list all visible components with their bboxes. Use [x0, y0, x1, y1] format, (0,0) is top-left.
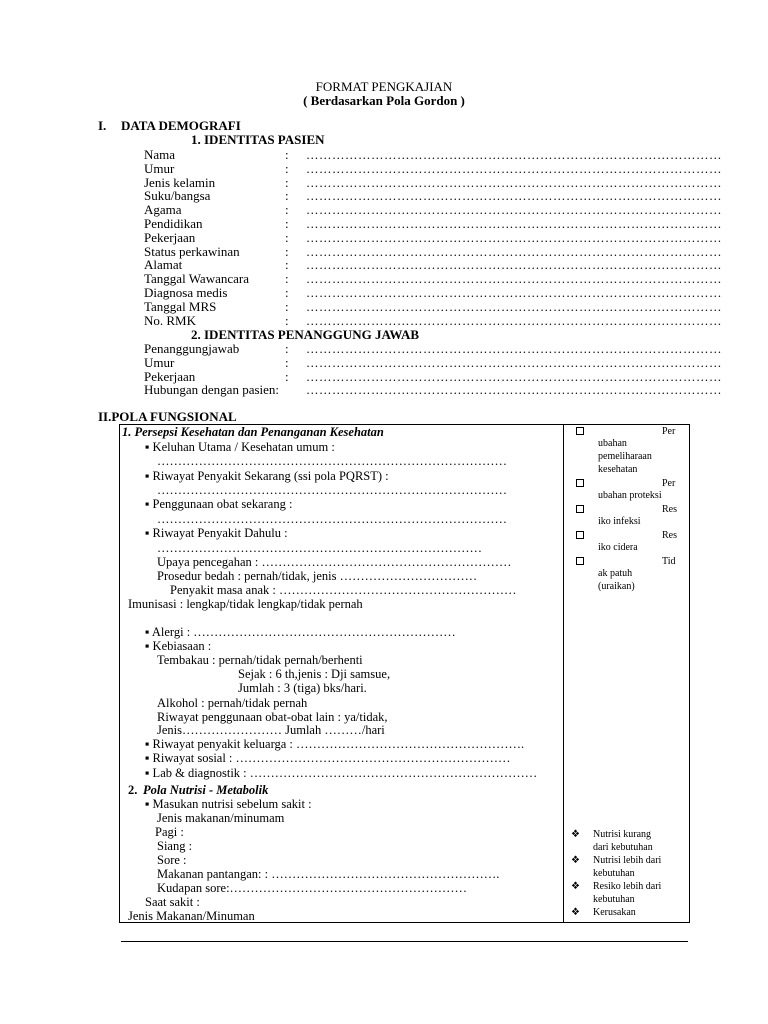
field-dotline: ……………………………………………………………………………………: [306, 148, 722, 162]
guarantor-field-label: Hubungan dengan pasien:: [144, 382, 280, 398]
checklist-item-head: Res: [662, 504, 677, 515]
field-colon: :: [285, 243, 289, 259]
field-label: Status perkawinan: [144, 243, 240, 259]
field-dotline: ……………………………………………………………………………………: [306, 383, 722, 398]
pattern2-line: Makanan pantangan: : ……………………………………………….: [157, 867, 500, 881]
pattern1-line: …………………………………………………………………………: [157, 512, 507, 526]
pattern2-line: Saat sakit :: [145, 895, 200, 909]
field-dotline: ……………………………………………………………………………………: [306, 299, 722, 314]
field-dotline: ……………………………………………………………………………………: [306, 230, 722, 245]
pattern2-line: Pagi :: [155, 825, 184, 839]
field-dotline: ……………………………………………………………………………………: [306, 286, 722, 300]
diamond-bullet-icon: ❖: [571, 907, 580, 918]
checklist-item-text: pemeliharaan: [598, 451, 652, 462]
checklist-item-text: ubahan proteksi: [598, 490, 662, 501]
checklist-item-text: iko infeksi: [598, 516, 641, 527]
pattern1-line: …………………………………………………………………………: [157, 483, 507, 497]
pattern2-line: Jenis Makanan/Minuman: [128, 909, 255, 923]
doc-title: FORMAT PENGKAJIAN: [315, 79, 453, 94]
pattern1-line: ▪ Lab & diagnostik : ……………………………………………………………: [145, 766, 538, 780]
field-label: No. RMK: [144, 312, 197, 328]
pattern1-line: …………………………………………………………………………: [157, 454, 507, 468]
checklist-item-text: kesehatan: [598, 464, 638, 475]
checklist-item-head: Tid: [662, 556, 676, 567]
field-dotline: ……………………………………………………………………………………: [306, 272, 722, 287]
pattern1-line: Imunisasi : lengkap/tidak lengkap/tidak pernah: [128, 597, 363, 611]
checklist-item-text: (uraikan): [598, 581, 635, 592]
pattern1-line: Prosedur bedah : pernah/tidak, jenis ……………………………: [157, 569, 478, 583]
subsection-title-guarantor: 2. IDENTITAS PENANGGUNG JAWAB: [191, 327, 420, 342]
field-colon: :: [285, 368, 289, 384]
pattern1-line: Upaya pencegahan : ……………………………………………………: [157, 555, 512, 569]
table-divider: [563, 424, 564, 922]
field-colon: :: [285, 174, 289, 190]
subsection-title-patient: 1. IDENTITAS PASIEN: [191, 132, 325, 147]
field-label: Nama: [144, 147, 176, 162]
pattern1-line: Tembakau : pernah/tidak pernah/berhenti: [157, 653, 363, 667]
nutrition-item-text: dari kebutuhan: [593, 842, 653, 853]
field-dotline: ……………………………………………………………………………………: [306, 244, 722, 259]
pattern1-line: Jumlah : 3 (tiga) bks/hari.: [238, 681, 367, 695]
checklist-item-text: ak patuh: [598, 568, 633, 579]
checklist-item-head: Res: [662, 530, 677, 541]
diamond-bullet-icon: ❖: [571, 881, 580, 892]
pattern1-line: Riwayat penggunaan obat-obat lain : ya/tidak,: [157, 710, 388, 724]
pattern1-line: ▪ Penggunaan obat sekarang :: [145, 497, 293, 511]
pattern1-line: ▪ Keluhan Utama / Kesehatan umum :: [145, 440, 335, 454]
pattern2-line: Siang :: [157, 839, 193, 853]
pattern2-line: Jenis makanan/minumam: [157, 811, 285, 825]
field-colon: :: [285, 188, 289, 204]
checklist-item-text: iko cidera: [598, 542, 638, 553]
pattern1-line: ▪ Riwayat Penyakit Dahulu :: [145, 526, 288, 540]
guarantor-field-label: Umur: [144, 354, 175, 370]
field-dotline: ……………………………………………………………………………………: [306, 175, 722, 190]
section2-title: II.POLA FUNGSIONAL: [98, 409, 237, 424]
nutrition-item-text: Resiko lebih dari: [593, 881, 662, 892]
field-dotline: ……………………………………………………………………………………: [306, 313, 722, 328]
field-label: Tanggal MRS: [144, 298, 217, 314]
diamond-bullet-icon: ❖: [571, 829, 580, 840]
nutrition-item-text: Kerusakan: [593, 907, 636, 918]
pattern1-line: ▪ Riwayat penyakit keluarga : ……………………………………………….: [145, 737, 525, 751]
field-dotline: ……………………………………………………………………………………: [306, 369, 722, 384]
field-colon: :: [285, 202, 289, 218]
checklist-item-head: Per: [662, 426, 676, 437]
field-dotline: ……………………………………………………………………………………: [306, 217, 722, 231]
checklist-item-head: Per: [662, 478, 676, 489]
field-colon: :: [285, 285, 289, 300]
pattern1-line: ▪ Kebiasaan :: [145, 639, 212, 653]
checklist-item-text: ubahan: [598, 438, 627, 449]
field-colon: :: [285, 341, 289, 356]
pattern2-line: Kudapan sore:…………………………………………………: [157, 881, 468, 895]
field-dotline: ……………………………………………………………………………………: [306, 258, 722, 273]
field-colon: :: [285, 312, 289, 328]
pattern2-number: 2.: [128, 783, 138, 797]
footer-rule: [121, 941, 688, 942]
field-dotline: ……………………………………………………………………………………: [306, 355, 722, 370]
pattern1-line: ……………………………………………………………………: [157, 541, 482, 555]
field-label: Tanggal Wawancara: [144, 271, 249, 287]
field-dotline: ……………………………………………………………………………………: [306, 189, 722, 204]
field-dotline: ……………………………………………………………………………………: [306, 203, 722, 218]
nutrition-item-text: Nutrisi lebih dari: [593, 855, 662, 866]
field-dotline: ……………………………………………………………………………………: [306, 161, 722, 176]
field-colon: :: [285, 257, 289, 273]
diamond-bullet-icon: ❖: [571, 855, 580, 866]
field-colon: :: [285, 160, 289, 176]
nutrition-item-text: kebutuhan: [593, 894, 635, 905]
checkbox-icon[interactable]: [576, 505, 584, 513]
field-dotline: ……………………………………………………………………………………: [306, 342, 722, 356]
checkbox-icon[interactable]: [576, 427, 584, 435]
field-label: Pendidikan: [144, 216, 203, 231]
field-label: Suku/bangsa: [144, 188, 211, 204]
pattern1-line: Sejak : 6 th,jenis : Dji samsue,: [238, 667, 391, 681]
pattern2-title: Pola Nutrisi - Metabolik: [143, 783, 269, 797]
pattern1-title: 1. Persepsi Kesehatan dan Penanganan Kesehatan: [122, 425, 384, 439]
checkbox-icon[interactable]: [576, 531, 584, 539]
field-label: Diagnosa medis: [144, 285, 228, 300]
nutrition-item-text: kebutuhan: [593, 868, 635, 879]
pattern1-line: Penyakit masa anak : …………………………………………………: [170, 583, 517, 597]
checkbox-icon[interactable]: [576, 479, 584, 487]
pattern2-line: ▪ Masukan nutrisi sebelum sakit :: [145, 797, 312, 811]
field-colon: :: [285, 147, 289, 162]
pattern1-line: ▪ Alergi : ………………………………………………………: [145, 625, 456, 639]
field-label: Alamat: [144, 257, 183, 273]
pattern1-line: ▪ Riwayat Penyakit Sekarang (ssi pola PQRST) :: [145, 469, 389, 483]
field-label: Pekerjaan: [144, 229, 196, 245]
doc-subtitle: ( Berdasarkan Pola Gordon ): [303, 93, 465, 108]
section-title: DATA DEMOGRAFI: [121, 118, 241, 133]
field-label: Agama: [144, 202, 182, 218]
field-colon: :: [285, 271, 289, 287]
nutrition-item-text: Nutrisi kurang: [593, 829, 652, 840]
field-colon: :: [285, 298, 289, 314]
pattern2-line: Sore :: [157, 853, 187, 867]
field-colon: :: [285, 354, 289, 370]
checkbox-icon[interactable]: [576, 557, 584, 565]
pattern1-line: Jenis…………………… Jumlah ………/hari: [157, 723, 385, 737]
field-colon: :: [285, 229, 289, 245]
pattern1-line: Alkohol : pernah/tidak pernah: [157, 696, 308, 710]
field-colon: :: [285, 216, 289, 231]
guarantor-field-label: Penanggungjawab: [144, 341, 240, 356]
pattern1-line: ▪ Riwayat sosial : …………………………………………………………: [145, 751, 511, 765]
guarantor-field-label: Pekerjaan: [144, 368, 196, 384]
field-label: Jenis kelamin: [144, 174, 216, 190]
section-number: I.: [98, 118, 107, 133]
field-label: Umur: [144, 160, 175, 176]
